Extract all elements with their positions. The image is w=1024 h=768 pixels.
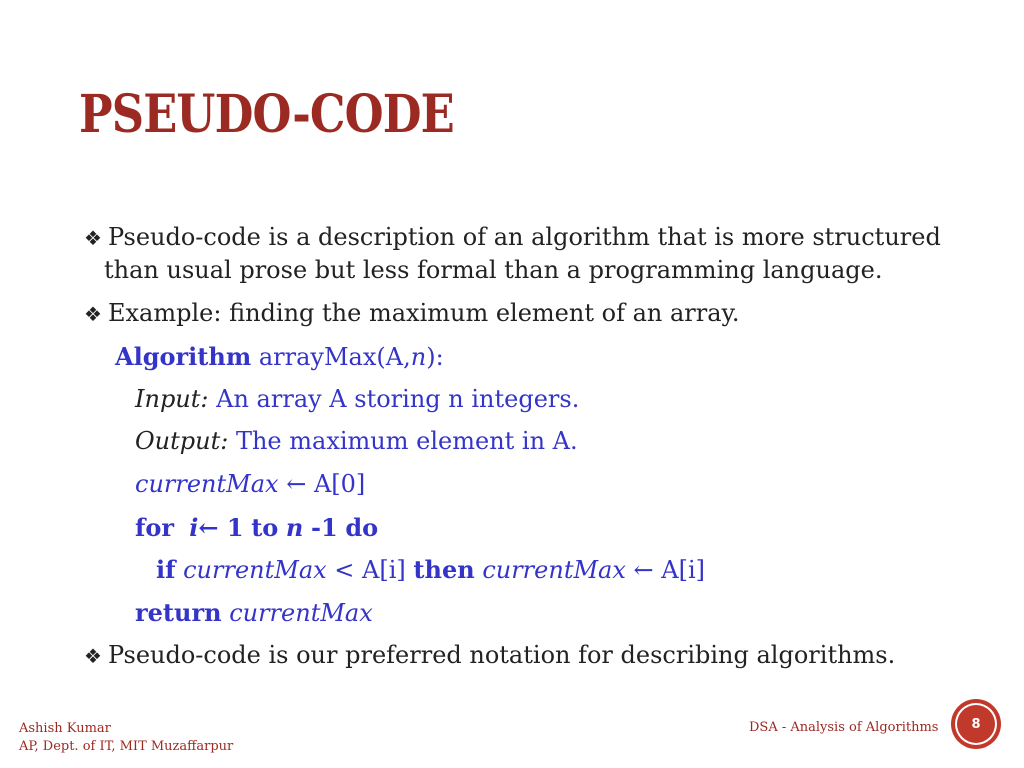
var-current-max: currentMax [135,470,279,498]
slide-title: PSEUDO-CODE [79,84,454,145]
page-number-badge: 8 [955,703,997,745]
diamond-bullet-icon: ❖ [84,226,102,250]
then-var: currentMax [482,556,626,584]
algorithm-keyword: Algorithm [115,342,252,371]
bullet-continuation: than usual prose but less formal than a programming language. [104,256,883,284]
return-keyword: return [135,598,222,627]
bullet-text: Pseudo-code is a description of an algorithm that is more structured [108,223,941,251]
bullet-item [84,223,941,251]
if-keyword: if [156,555,176,584]
footer-course: DSA - Analysis of Algorithms [749,720,939,735]
bullet-item [84,299,740,327]
for-var-n: n [285,513,304,542]
code-line-return [135,598,373,627]
code-line-for [135,513,378,542]
then-rest: ← A[i] [625,556,705,584]
algorithm-signature-end: ): [426,343,444,371]
to-keyword: to [251,513,279,542]
output-text: The maximum element in A. [235,427,578,455]
for-var-i: i [189,513,199,542]
algorithm-input [135,385,579,413]
return-var: currentMax [229,599,373,627]
input-label: Input: [135,385,209,413]
code-line-assign [135,470,365,498]
input-text: An array A storing n integers. [216,385,580,413]
assign-rest: ← A[0] [278,470,366,498]
if-var: currentMax [183,556,327,584]
algorithm-header [115,342,444,371]
bullet-text: Pseudo-code is our preferred notation for describing algorithms. [108,641,896,669]
for-keyword: for [135,513,174,542]
footer-author-block [19,720,233,756]
output-label: Output: [135,427,229,455]
bullet-text: Example: finding the maximum element of an array. [108,299,740,327]
code-line-if [156,555,705,584]
footer-author: Ashish Kumar [19,721,111,736]
if-condition: < A[i] [326,556,414,584]
diamond-bullet-icon: ❖ [84,302,102,326]
do-keyword: do [345,513,379,542]
bullet-item [84,641,895,669]
algorithm-signature: arrayMax(A, [258,343,411,371]
then-keyword: then [413,555,475,584]
algorithm-output [135,427,578,455]
algorithm-param-n: n [410,343,427,371]
footer-affiliation: AP, Dept. of IT, MIT Muzaffarpur [19,739,234,754]
for-minus-one: -1 [311,513,338,542]
for-arrow: ← 1 [198,513,244,542]
diamond-bullet-icon: ❖ [84,644,102,668]
